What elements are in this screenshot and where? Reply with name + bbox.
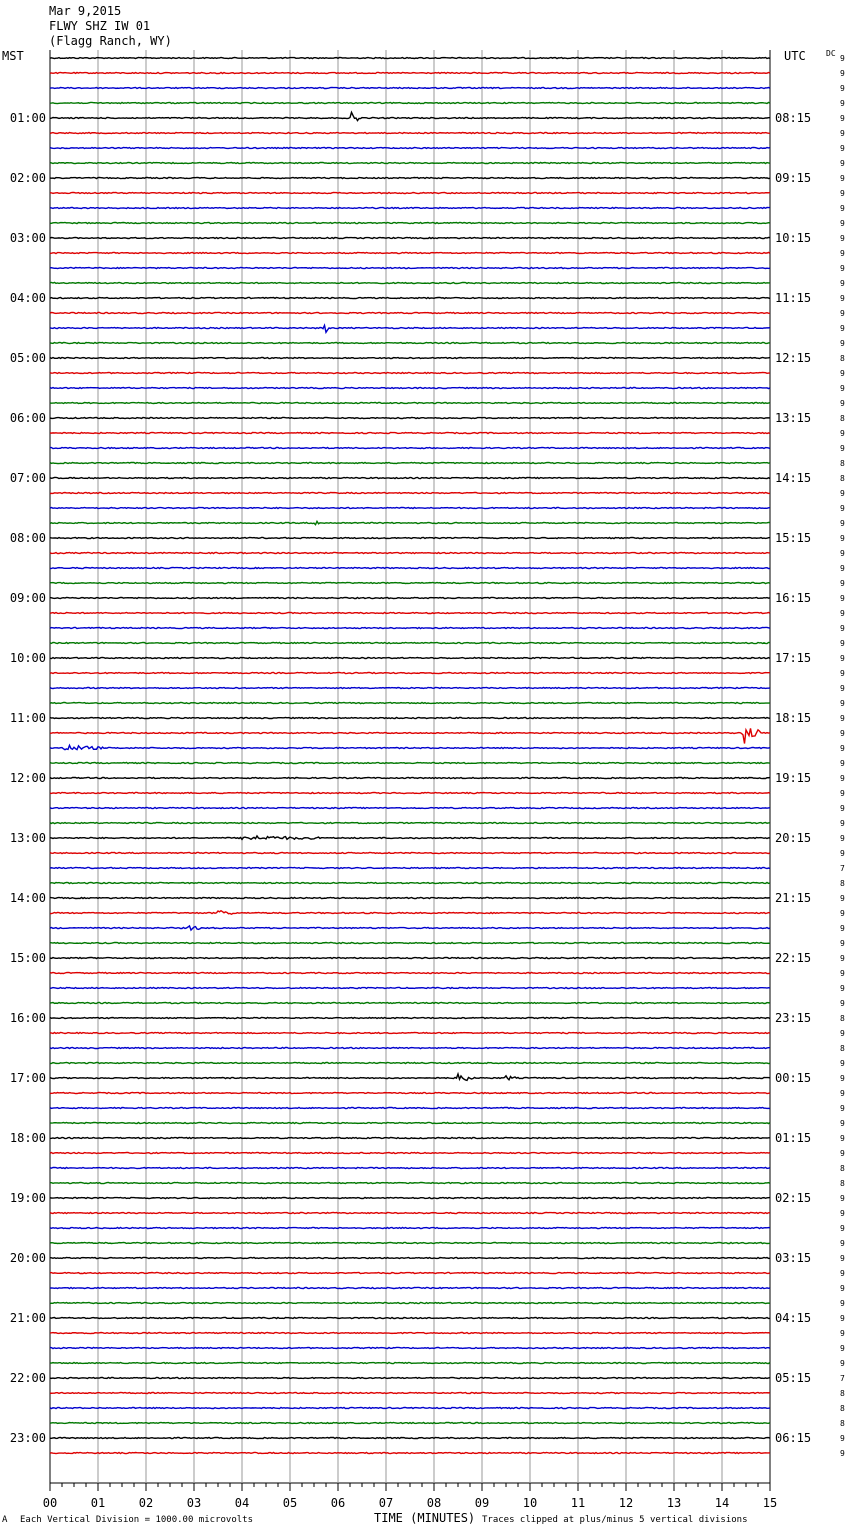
mst-hour-label: 18:00 xyxy=(9,1131,46,1145)
seismic-trace xyxy=(50,582,770,583)
seismic-trace xyxy=(50,926,770,930)
seismic-trace xyxy=(50,1074,770,1080)
seismic-trace xyxy=(50,1227,770,1228)
dc-offset-value: 8 xyxy=(840,1179,845,1188)
seismic-trace xyxy=(50,552,770,553)
dc-offset-value: 9 xyxy=(840,489,845,498)
seismic-trace xyxy=(50,282,770,283)
seismic-trace xyxy=(50,836,770,840)
x-tick-label: 00 xyxy=(42,1496,58,1510)
dc-offset-value: 8 xyxy=(840,879,845,888)
dc-offset-value: 9 xyxy=(840,294,845,303)
seismic-trace xyxy=(50,252,770,253)
seismic-trace xyxy=(50,1302,770,1303)
x-tick-label: 02 xyxy=(138,1496,154,1510)
utc-hour-label: 21:15 xyxy=(775,891,812,905)
dc-offset-value: 9 xyxy=(840,234,845,243)
dc-offset-value: 9 xyxy=(840,954,845,963)
dc-offset-value: 9 xyxy=(840,1029,845,1038)
dc-offset-value: 9 xyxy=(840,1149,845,1158)
chart-date: Mar 9,2015 xyxy=(49,4,122,18)
mst-hour-label: 03:00 xyxy=(9,231,46,245)
seismic-trace xyxy=(50,432,770,433)
dc-offset-value: 9 xyxy=(840,1119,845,1128)
seismic-trace xyxy=(50,237,770,238)
dc-offset-value: 8 xyxy=(840,414,845,423)
mst-hour-label: 05:00 xyxy=(9,351,46,365)
mst-hour-label: 17:00 xyxy=(9,1071,46,1085)
seismic-trace xyxy=(50,342,770,343)
utc-hour-label: 02:15 xyxy=(775,1191,812,1205)
dc-offset-value: 9 xyxy=(840,714,845,723)
mst-hour-label: 23:00 xyxy=(9,1431,46,1445)
seismic-trace xyxy=(50,1092,770,1093)
dc-offset-value: 9 xyxy=(840,699,845,708)
x-tick-label: 15 xyxy=(762,1496,778,1510)
seismic-trace xyxy=(50,1167,770,1168)
dc-offset-value: 9 xyxy=(840,369,845,378)
mst-hour-label: 08:00 xyxy=(9,531,46,545)
dc-offset-value: 9 xyxy=(840,834,845,843)
dc-offset-value: 8 xyxy=(840,1014,845,1023)
dc-offset-value: 9 xyxy=(840,894,845,903)
seismic-trace xyxy=(50,867,770,868)
x-axis-label: TIME (MINUTES) xyxy=(374,1511,476,1525)
dc-offset-value: 9 xyxy=(840,339,845,348)
dc-offset-value: 9 xyxy=(840,819,845,828)
seismic-trace xyxy=(50,72,770,73)
dc-offset-value: 9 xyxy=(840,729,845,738)
mst-hour-label: 01:00 xyxy=(9,111,46,125)
dc-offset-value: 9 xyxy=(840,909,845,918)
seismic-trace xyxy=(50,417,770,418)
dc-offset-value: 9 xyxy=(840,1359,845,1368)
utc-hour-label: 19:15 xyxy=(775,771,812,785)
seismic-trace xyxy=(50,687,770,688)
seismic-trace xyxy=(50,1452,770,1453)
dc-offset-value: 9 xyxy=(840,669,845,678)
seismic-trace xyxy=(50,1062,770,1063)
dc-offset-value: 9 xyxy=(840,1434,845,1443)
seismic-trace xyxy=(50,1152,770,1153)
seismic-trace xyxy=(50,777,770,778)
dc-offset-value: 9 xyxy=(840,774,845,783)
seismic-trace xyxy=(50,972,770,973)
dc-offset-value: 9 xyxy=(840,1134,845,1143)
dc-offset-value: 9 xyxy=(840,189,845,198)
seismic-trace xyxy=(50,1437,770,1438)
dc-offset-value: 9 xyxy=(840,1194,845,1203)
seismic-trace xyxy=(50,567,770,568)
seismic-trace xyxy=(50,911,770,914)
seismic-trace xyxy=(50,1047,770,1048)
dc-offset-value: 9 xyxy=(840,174,845,183)
seismic-trace xyxy=(50,132,770,133)
seismic-trace xyxy=(50,477,770,478)
seismic-trace xyxy=(50,387,770,388)
utc-hour-label: 06:15 xyxy=(775,1431,812,1445)
dc-offset-value: 8 xyxy=(840,459,845,468)
utc-hour-label: 18:15 xyxy=(775,711,812,725)
dc-offset-value: 9 xyxy=(840,564,845,573)
seismic-trace xyxy=(50,642,770,643)
dc-offset-value: 9 xyxy=(840,99,845,108)
seismic-trace xyxy=(50,312,770,313)
dc-offset-value: 9 xyxy=(840,984,845,993)
mst-hour-label: 10:00 xyxy=(9,651,46,665)
dc-offset-value: 7 xyxy=(840,864,845,873)
x-tick-label: 13 xyxy=(666,1496,682,1510)
seismic-trace xyxy=(50,717,770,718)
seismic-trace xyxy=(50,1377,770,1378)
seismic-trace xyxy=(50,537,770,538)
seismic-trace xyxy=(50,57,770,58)
seismic-trace xyxy=(50,1317,770,1318)
utc-hour-label: 10:15 xyxy=(775,231,812,245)
seismic-trace xyxy=(50,357,770,358)
dc-offset-value: 8 xyxy=(840,354,845,363)
seismic-trace xyxy=(50,162,770,163)
x-tick-label: 05 xyxy=(282,1496,298,1510)
seismic-trace xyxy=(50,1017,770,1018)
dc-offset-value: 9 xyxy=(840,219,845,228)
seismic-trace xyxy=(50,672,770,673)
seismic-trace xyxy=(50,1347,770,1348)
seismic-trace xyxy=(50,1137,770,1138)
dc-offset-value: 7 xyxy=(840,1374,845,1383)
seismic-trace xyxy=(50,792,770,793)
seismic-trace xyxy=(50,1392,770,1393)
mst-hour-label: 22:00 xyxy=(9,1371,46,1385)
dc-offset-value: 9 xyxy=(840,114,845,123)
seismic-trace xyxy=(50,207,770,208)
chart-station: FLWY SHZ IW 01 xyxy=(49,19,151,33)
dc-offset-value: 9 xyxy=(840,1104,845,1113)
dc-offset-value: 9 xyxy=(840,279,845,288)
dc-offset-value: 8 xyxy=(840,1404,845,1413)
dc-offset-value: 9 xyxy=(840,309,845,318)
seismic-trace xyxy=(50,267,770,268)
dc-offset-value: 9 xyxy=(840,204,845,213)
x-tick-label: 01 xyxy=(90,1496,106,1510)
dc-offset-value: 9 xyxy=(840,999,845,1008)
dc-offset-value: 9 xyxy=(840,129,845,138)
dc-offset-value: 9 xyxy=(840,549,845,558)
utc-hour-label: 03:15 xyxy=(775,1251,812,1265)
mst-hour-label: 04:00 xyxy=(9,291,46,305)
seismic-trace xyxy=(50,402,770,403)
utc-hour-label: 04:15 xyxy=(775,1311,812,1325)
seismic-trace xyxy=(50,1257,770,1258)
utc-hour-label: 09:15 xyxy=(775,171,812,185)
seismic-trace xyxy=(50,657,770,658)
seismic-trace xyxy=(50,1182,770,1183)
mst-hour-label: 14:00 xyxy=(9,891,46,905)
seismic-trace xyxy=(50,297,770,298)
x-tick-label: 06 xyxy=(330,1496,346,1510)
right-axis-label: UTC xyxy=(784,49,806,63)
utc-hour-label: 23:15 xyxy=(775,1011,812,1025)
seismic-trace xyxy=(50,612,770,613)
x-tick-label: 11 xyxy=(570,1496,586,1510)
left-axis-label: MST xyxy=(2,49,24,63)
x-tick-label: 14 xyxy=(714,1496,730,1510)
utc-hour-label: 20:15 xyxy=(775,831,812,845)
seismic-trace xyxy=(50,745,770,749)
dc-offset-value: 9 xyxy=(840,654,845,663)
seismic-trace xyxy=(50,492,770,493)
mst-hour-label: 15:00 xyxy=(9,951,46,965)
dc-offset-value: 9 xyxy=(840,504,845,513)
dc-offset-value: 9 xyxy=(840,54,845,63)
seismic-trace xyxy=(50,627,770,628)
utc-hour-label: 01:15 xyxy=(775,1131,812,1145)
seismic-trace xyxy=(50,177,770,178)
seismic-trace xyxy=(50,897,770,898)
x-tick-label: 03 xyxy=(186,1496,202,1510)
dc-offset-value: 9 xyxy=(840,1314,845,1323)
mst-hour-label: 06:00 xyxy=(9,411,46,425)
seismic-trace xyxy=(50,807,770,808)
dc-offset-value: 9 xyxy=(840,744,845,753)
dc-offset-value: 8 xyxy=(840,1389,845,1398)
mst-hour-label: 13:00 xyxy=(9,831,46,845)
seismic-trace xyxy=(50,1122,770,1123)
utc-hour-label: 15:15 xyxy=(775,531,812,545)
seismic-trace xyxy=(50,1422,770,1423)
dc-offset-value: 9 xyxy=(840,1074,845,1083)
seismic-trace xyxy=(50,87,770,88)
mst-hour-label: 02:00 xyxy=(9,171,46,185)
dc-offset-value: 9 xyxy=(840,1284,845,1293)
corner-mark: A xyxy=(2,1515,8,1525)
dc-offset-value: 9 xyxy=(840,159,845,168)
mst-hour-label: 21:00 xyxy=(9,1311,46,1325)
seismic-trace xyxy=(50,1002,770,1003)
seismic-trace xyxy=(50,1362,770,1363)
dc-offset-value: 9 xyxy=(840,519,845,528)
dc-offset-value: 9 xyxy=(840,1254,845,1263)
dc-offset-value: 9 xyxy=(840,624,845,633)
dc-offset-value: 9 xyxy=(840,1329,845,1338)
dc-offset-value: 9 xyxy=(840,969,845,978)
seismic-trace xyxy=(50,1197,770,1198)
dc-offset-value: 9 xyxy=(840,939,845,948)
seismic-trace xyxy=(50,462,770,463)
mst-hour-label: 07:00 xyxy=(9,471,46,485)
seismic-trace xyxy=(50,521,770,524)
dc-offset-value: 9 xyxy=(840,1239,845,1248)
x-tick-label: 09 xyxy=(474,1496,490,1510)
seismic-trace xyxy=(50,1032,770,1033)
dc-offset-value: 9 xyxy=(840,594,845,603)
seismic-trace xyxy=(50,1242,770,1243)
x-tick-label: 10 xyxy=(522,1496,538,1510)
dc-offset-value: 9 xyxy=(840,144,845,153)
seismic-trace xyxy=(50,822,770,823)
scale-note: Each Vertical Division = 1000.00 microvolts xyxy=(20,1515,253,1525)
seismic-trace xyxy=(50,112,770,120)
utc-hour-label: 11:15 xyxy=(775,291,812,305)
utc-hour-label: 05:15 xyxy=(775,1371,812,1385)
seismic-trace xyxy=(50,447,770,448)
dc-offset-value: 9 xyxy=(840,759,845,768)
dc-offset-value: 9 xyxy=(840,1089,845,1098)
dc-offset-value: 8 xyxy=(840,1419,845,1428)
mst-hour-label: 12:00 xyxy=(9,771,46,785)
dc-offset-value: 9 xyxy=(840,384,845,393)
seismic-trace xyxy=(50,882,770,883)
utc-hour-label: 00:15 xyxy=(775,1071,812,1085)
x-tick-label: 07 xyxy=(378,1496,394,1510)
utc-hour-label: 13:15 xyxy=(775,411,812,425)
dc-offset-value: 9 xyxy=(840,534,845,543)
seismic-trace xyxy=(50,1272,770,1273)
dc-offset-value: 9 xyxy=(840,84,845,93)
mst-hour-label: 09:00 xyxy=(9,591,46,605)
chart-location: (Flagg Ranch, WY) xyxy=(49,34,172,48)
seismic-trace xyxy=(50,1107,770,1108)
clip-note: Traces clipped at plus/minus 5 vertical divisions xyxy=(482,1515,748,1525)
seismic-trace xyxy=(50,942,770,943)
dc-offset-value: 9 xyxy=(840,399,845,408)
seismic-trace xyxy=(50,702,770,703)
dc-offset-value: 8 xyxy=(840,1044,845,1053)
seismic-trace xyxy=(50,1407,770,1408)
x-tick-label: 12 xyxy=(618,1496,634,1510)
seismic-trace xyxy=(50,1332,770,1333)
dc-offset-value: 8 xyxy=(840,474,845,483)
seismic-trace xyxy=(50,372,770,373)
dc-offset-value: 9 xyxy=(840,1209,845,1218)
dc-offset-value: 9 xyxy=(840,924,845,933)
mst-hour-label: 20:00 xyxy=(9,1251,46,1265)
utc-hour-label: 22:15 xyxy=(775,951,812,965)
x-tick-label: 08 xyxy=(426,1496,442,1510)
dc-offset-value: 9 xyxy=(840,324,845,333)
dc-offset-value: 9 xyxy=(840,1224,845,1233)
dc-offset-value: 9 xyxy=(840,1299,845,1308)
mst-hour-label: 19:00 xyxy=(9,1191,46,1205)
dc-offset-value: 9 xyxy=(840,249,845,258)
seismic-trace xyxy=(50,762,770,763)
dc-offset-value: 9 xyxy=(840,69,845,78)
mst-hour-label: 11:00 xyxy=(9,711,46,725)
utc-hour-label: 14:15 xyxy=(775,471,812,485)
dc-label: DC xyxy=(826,49,836,58)
seismic-trace xyxy=(50,102,770,103)
dc-offset-value: 9 xyxy=(840,579,845,588)
seismic-trace xyxy=(50,597,770,598)
seismic-trace xyxy=(50,222,770,223)
dc-offset-value: 9 xyxy=(840,1059,845,1068)
dc-offset-value: 9 xyxy=(840,609,845,618)
seismic-trace xyxy=(50,1212,770,1213)
seismic-trace xyxy=(50,728,770,743)
dc-offset-value: 9 xyxy=(840,1449,845,1458)
dc-offset-value: 9 xyxy=(840,804,845,813)
dc-offset-value: 9 xyxy=(840,264,845,273)
seismic-trace xyxy=(50,987,770,988)
utc-hour-label: 08:15 xyxy=(775,111,812,125)
mst-hour-label: 16:00 xyxy=(9,1011,46,1025)
dc-offset-value: 9 xyxy=(840,684,845,693)
dc-offset-value: 9 xyxy=(840,444,845,453)
seismic-trace xyxy=(50,147,770,148)
dc-offset-value: 9 xyxy=(840,1269,845,1278)
seismic-trace xyxy=(50,325,770,332)
seismic-trace xyxy=(50,1287,770,1288)
dc-offset-value: 9 xyxy=(840,849,845,858)
seismic-trace xyxy=(50,192,770,193)
x-tick-label: 04 xyxy=(234,1496,250,1510)
dc-offset-value: 8 xyxy=(840,1164,845,1173)
dc-offset-value: 9 xyxy=(840,1344,845,1353)
dc-offset-value: 9 xyxy=(840,429,845,438)
seismic-trace xyxy=(50,852,770,853)
dc-offset-value: 9 xyxy=(840,639,845,648)
seismic-trace xyxy=(50,507,770,508)
dc-offset-value: 9 xyxy=(840,789,845,798)
seismic-trace xyxy=(50,957,770,958)
utc-hour-label: 17:15 xyxy=(775,651,812,665)
utc-hour-label: 12:15 xyxy=(775,351,812,365)
utc-hour-label: 16:15 xyxy=(775,591,812,605)
